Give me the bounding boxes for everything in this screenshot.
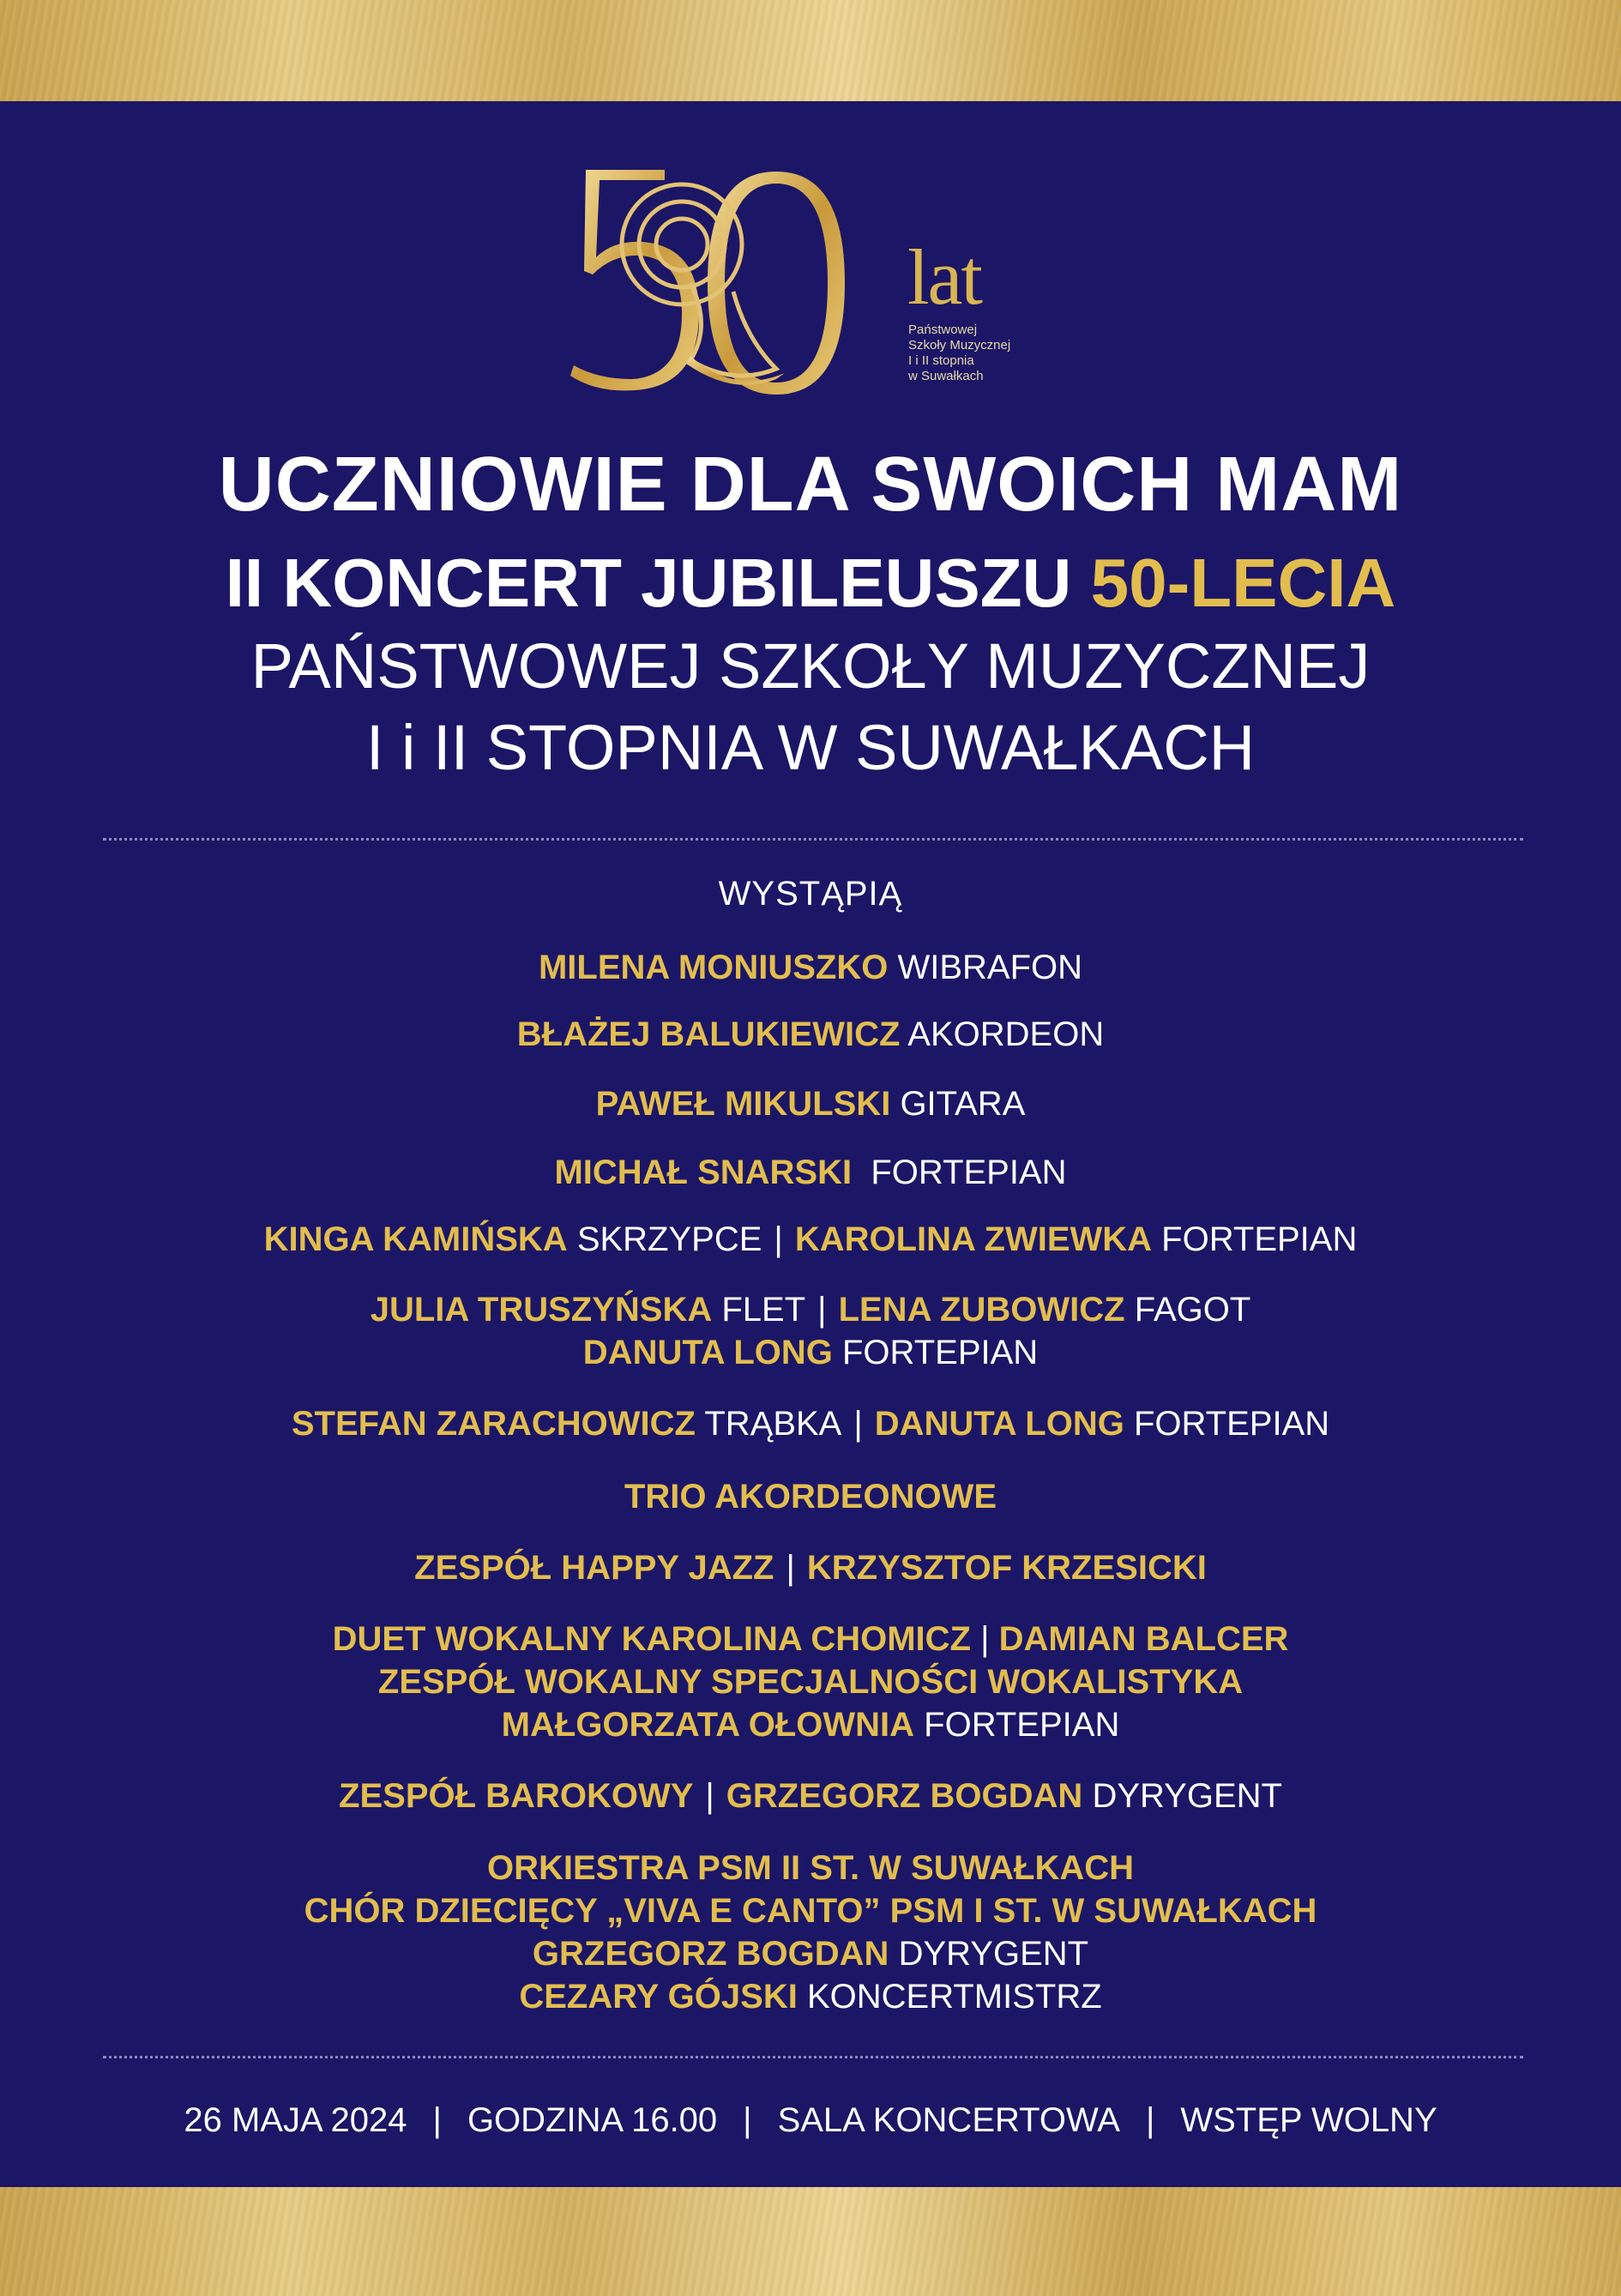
performer-name: DUET WOKALNY KAROLINA CHOMICZ <box>332 1620 971 1658</box>
performer-name: CEZARY GÓJSKI <box>519 1978 798 2016</box>
performer-role: SKRZYPCE <box>576 1220 762 1258</box>
performer-name: MAŁGORZATA OŁOWNIA <box>501 1706 915 1744</box>
performer-line <box>0 1975 1621 2018</box>
performer-name: KRZYSZTOF KRZESICKI <box>806 1549 1207 1587</box>
concert-subtitle <box>0 543 1621 624</box>
performer-line <box>0 1013 1621 1056</box>
separator: | <box>432 2101 442 2139</box>
separator: | <box>774 1220 783 1258</box>
performer-line <box>0 946 1621 989</box>
performers-heading: WYSTĄPIĄ <box>718 875 903 913</box>
performer-name: BŁAŻEJ BALUKIEWICZ <box>516 1015 901 1053</box>
performer-line <box>0 1288 1621 1331</box>
event-details <box>0 2099 1621 2142</box>
school-name-line2: I i II STOPNIA W SUWAŁKACH <box>365 712 1256 783</box>
performer-role: FORTEPIAN <box>842 1334 1039 1371</box>
dotted-divider-top <box>103 838 1523 841</box>
separator: | <box>786 1549 795 1587</box>
performer-role: GITARA <box>900 1085 1026 1123</box>
performer-name: KAROLINA ZWIEWKA <box>794 1220 1153 1258</box>
performer-name: GRZEGORZ BOGDAN <box>726 1777 1083 1815</box>
logo-subtitle-line: Szkoły Muzycznej <box>908 338 1011 353</box>
performer-line <box>0 1218 1621 1261</box>
performer-name: TRIO AKORDEONOWE <box>624 1478 997 1516</box>
performer-line <box>0 1475 1621 1518</box>
separator: | <box>705 1777 714 1815</box>
dotted-divider-bottom <box>103 2056 1523 2058</box>
performer-line <box>0 1546 1621 1589</box>
logo-subtitle <box>908 322 1046 384</box>
separator: | <box>1145 2101 1155 2139</box>
performer-name: DANUTA LONG <box>582 1334 833 1371</box>
separator: | <box>980 1620 990 1658</box>
performer-line <box>0 1703 1621 1746</box>
subtitle-main: II KONCERT JUBILEUSZU <box>225 545 1091 621</box>
performer-role: DYRYGENT <box>898 1935 1089 1973</box>
performer-line <box>0 1775 1621 1817</box>
performer-role: FORTEPIAN <box>1161 1220 1358 1258</box>
performer-name: PAWEŁ MIKULSKI <box>595 1085 891 1123</box>
performer-role: TRĄBKA <box>704 1405 842 1443</box>
performer-name: CHÓR DZIECIĘCY „VIVA E CANTO” PSM I ST. W SUWAŁKACH <box>304 1892 1317 1930</box>
performer-line <box>0 1151 1621 1194</box>
performer-name: DANUTA LONG <box>874 1405 1124 1443</box>
performer-name: ZESPÓŁ HAPPY JAZZ <box>414 1549 774 1587</box>
subtitle-accent: 50-LECIA <box>1090 545 1396 621</box>
top-gold-band <box>0 0 1621 101</box>
performer-line <box>0 1932 1621 1975</box>
performer-name: ZESPÓŁ BAROKOWY <box>339 1777 694 1815</box>
event-venue: SALA KONCERTOWA <box>777 2101 1120 2139</box>
separator: | <box>853 1405 863 1443</box>
performer-name: MICHAŁ SNARSKI <box>554 1154 853 1191</box>
school-name-line1: PAŃSTWOWEJ SZKOŁY MUZYCZNEJ <box>250 630 1371 702</box>
performer-line <box>0 1618 1621 1660</box>
jubilee-logo <box>562 154 1042 403</box>
performer-line <box>0 1660 1621 1703</box>
performer-line <box>0 1847 1621 1889</box>
logo-subtitle-line: Państwowej <box>908 322 978 337</box>
performer-name: LENA ZUBOWICZ <box>838 1291 1125 1329</box>
performer-role: FAGOT <box>1134 1291 1251 1329</box>
performer-name: DAMIAN BALCER <box>998 1620 1289 1658</box>
performer-line <box>0 1402 1621 1445</box>
performer-name: ZESPÓŁ WOKALNY SPECJALNOŚCI WOKALISTYKA <box>377 1663 1244 1701</box>
logo-subtitle-line: w Suwałkach <box>908 369 984 383</box>
separator: | <box>743 2101 752 2139</box>
performer-line <box>0 1331 1621 1374</box>
concert-title: UCZNIOWIE DLA SWOICH MAM <box>218 442 1403 527</box>
logo-subtitle-line: I i II stopnia <box>908 353 974 368</box>
performer-name: GRZEGORZ BOGDAN <box>532 1935 889 1973</box>
performer-role: AKORDEON <box>907 1015 1105 1053</box>
event-entry: WSTĘP WOLNY <box>1180 2101 1437 2139</box>
performer-name: JULIA TRUSZYŃSKA <box>370 1291 713 1329</box>
performer-line <box>0 1889 1621 1932</box>
performer-role: FORTEPIAN <box>924 1706 1120 1744</box>
performer-role: KONCERTMISTRZ <box>806 1978 1102 2016</box>
separator: | <box>817 1291 827 1329</box>
performer-role: DYRYGENT <box>1092 1777 1282 1815</box>
performer-role: FORTEPIAN <box>871 1154 1067 1191</box>
event-date: 26 MAJA 2024 <box>184 2101 407 2139</box>
french-horn-icon <box>622 184 776 376</box>
performer-name: MILENA MONIUSZKO <box>538 949 889 986</box>
performer-line <box>0 1082 1621 1125</box>
performer-name: STEFAN ZARACHOWICZ <box>291 1405 696 1443</box>
performer-name: ORKIESTRA PSM II ST. W SUWAŁKACH <box>486 1849 1135 1887</box>
bottom-gold-band <box>0 2187 1621 2296</box>
event-time: GODZINA 16.00 <box>467 2101 718 2139</box>
performer-role: FLET <box>721 1291 806 1329</box>
performer-role: WIBRAFON <box>897 949 1083 986</box>
performer-role: FORTEPIAN <box>1133 1405 1330 1443</box>
logo-lat-text: lat <box>907 233 981 321</box>
performer-name: KINGA KAMIŃSKA <box>263 1220 568 1258</box>
